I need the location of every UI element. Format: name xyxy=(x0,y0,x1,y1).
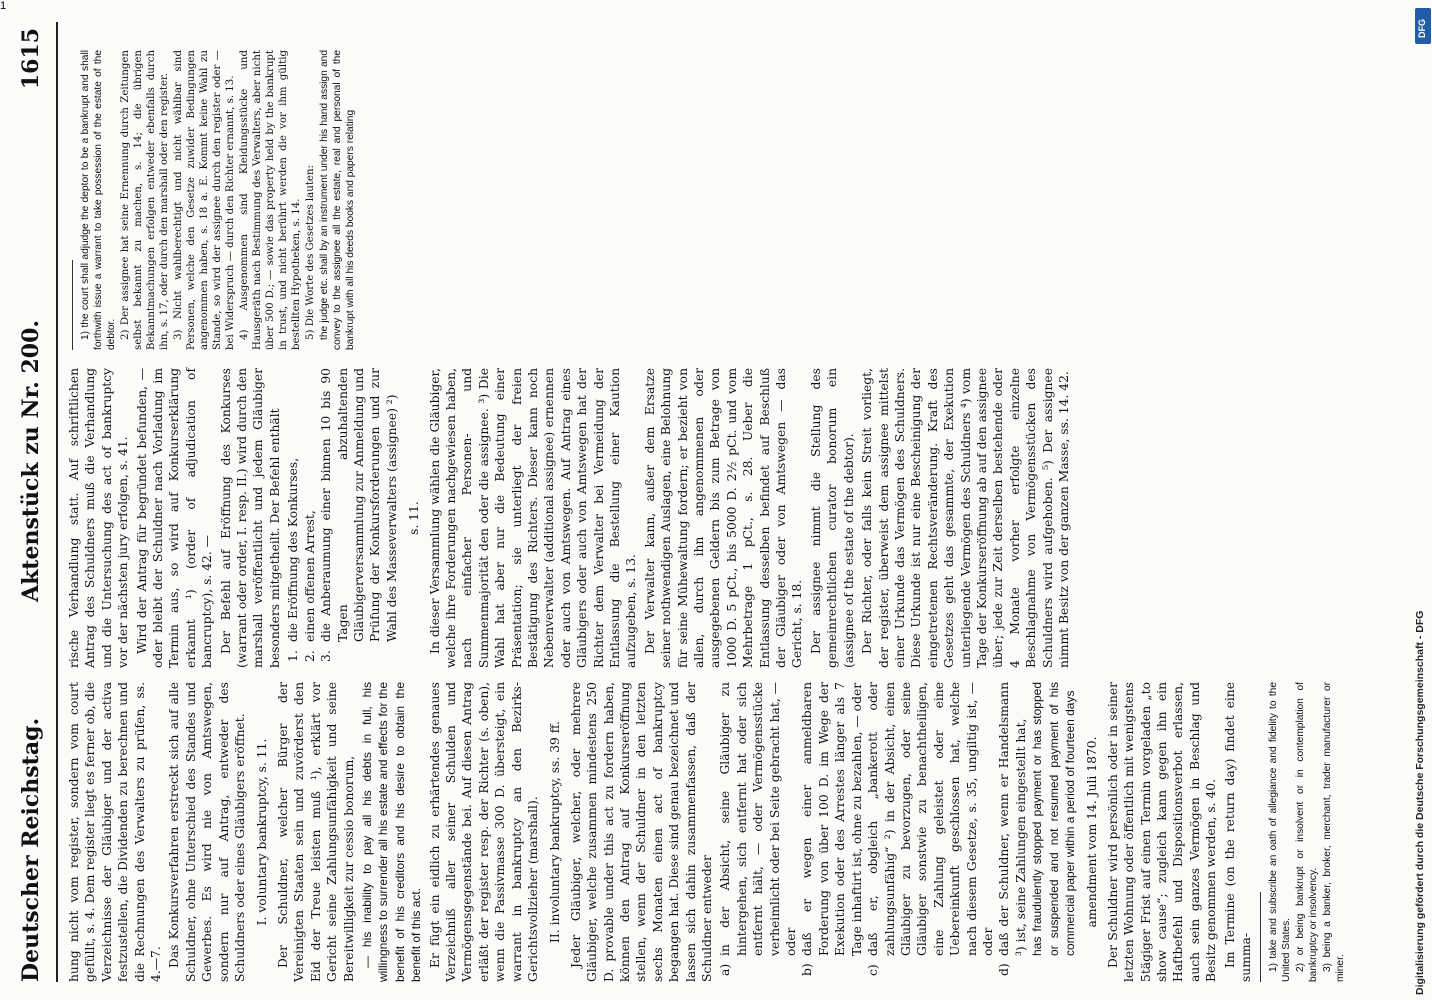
list-marker: c) xyxy=(866,964,881,976)
dfg-logo-text: DFG xyxy=(1417,19,1427,38)
footnote: the judge etc. shall by an instrument under his hand assign and convey to the assignee all the estate, real and personal of the bankrupt with all his deeds books and papers relating xyxy=(319,50,356,350)
section-heading: s. 11. xyxy=(407,501,422,535)
list-item xyxy=(285,368,301,668)
footnote: 2) or being bankrupt or insolvent or in contemplation of bankruptcy or insolvency. xyxy=(1295,682,1320,982)
list-text: die Anberaumung einer binnen 10 bis 90 Tagen abzuhaltenden Gläubigerversammlung zur Anmeldung und Prüfung der Konkursforderungen und zur Wahl des Masseverwalters (assignee) ²) xyxy=(319,368,399,642)
list-item xyxy=(318,368,400,668)
list-item xyxy=(717,682,799,982)
corner-mark: 1 xyxy=(0,0,7,12)
list-text: in der Absicht, seine Gläubiger zu hintergehen, sich entfernt hat oder sich entfernt hält, — oder Vermögensstücke verheimlicht oder bei Seite gebracht hat, — oder xyxy=(718,682,799,956)
text-column-middle xyxy=(66,368,1074,668)
english-quote: has fraudulently stopped payment or has stopped or suspended and not resumed payment of his commercial paper within a period of fourteen days xyxy=(1030,682,1077,956)
paragraph: rische Verhandlung statt. Auf schriftlichen Antrag des Schuldners muß die Verhandlung und die Untersuchung des act of bankruptcy vor der nächsten jury erfolgen, s. 41. xyxy=(67,368,131,668)
header-publication: Deutscher Reichstag. xyxy=(18,717,44,982)
paragraph: Der Verwalter kann, außer dem Ersatze seiner nothwendigen Auslagen, eine Belohnung für seine Mühewaltung fordern; er bezieht von allen, durch ihn angenommenen oder ausgegebenen Geldern bis zum Betrage von 1000 D. 5 pCt., bis 5000 D. 2½ pCt. und vom Mehrbetrage 1 pCt., s. 28. Ueber die Entlassung desselben befindet auf Beschluß der Gläubiger oder von Amtswegen — das Gericht, s. 18. xyxy=(642,368,805,668)
footnote: 4) Ausgenommen sind Kleidungsstücke und Hausgeräth nach Bestimmung des Verwalters, aber nicht über 500 D.; — sowie das property held by the bankrupt in trust, und nicht berührt werden die vor ihm gültig bestellten Hypotheken, s. 14. xyxy=(239,50,302,350)
paragraph: In dieser Versammlung wählen die Gläubiger, welche ihre Forderungen nachgewiesen haben, nach einfacher Personen- und Summenmajorität den oder die assignee. ³) Die Wahl hat aber nur die Bedeutung einer Präsentation; sie unterliegt der freien Bestätigung des Richters. Dieser kann noch Nebenverwalter (additional assignee) ernennen oder auch von Amtswegen. Auf Antrag eines Gläubigers oder auch von Amtswegen hat der Richter dem Verwalter bei Vermeidung der Entlassung die Bestellung einer Kaution aufzugeben, s. 13. xyxy=(427,368,639,668)
paragraph: Er fügt ein eidlich zu erhärtendes genaues Verzeichniß aller seiner Schulden und Vermögensgegenstände bei. Auf diesen Antrag erläßt der register resp. der Richter (s. oben), wenn die Passivmasse 300 D. übersteigt, ein warrant in bankruptcy an den Bezirks-Gerichtsvollzieher (marshall). xyxy=(427,682,540,982)
list-item xyxy=(799,682,865,982)
list-text: daß er, obgleich „bankerott oder zahlungsunfähig“ ²) in der Absicht, einen Gläubiger zu bevorzugen, oder seine Gläubiger sonstwie zu benachtheiligen, eine Zahlung geleistet oder eine Uebereinkunft geschlossen hat, welche nach diesem Gesetze, s. 35, ungiltig ist, — oder xyxy=(866,682,995,956)
english-quote: — his inability to pay all his debts in full, his willingness to surrender all his estate and effects for the benefit of his creditors and his desire to obtain the benefit of this act. xyxy=(359,682,424,982)
list-marker: 1. xyxy=(286,650,301,662)
list-text: daß der Schuldner, wenn er Handelsmann ³) ist, seine Zahlungen eingestellt hat, xyxy=(997,682,1028,956)
list-item xyxy=(996,682,1029,982)
footnote: 3) Nicht wahlberechtigt und nicht wählbar sind Personen, welche den Gesetze zuwider Bedingungen angenommen haben, s. 18 a. E. Kommt keine Wahl zu Stande, so wird der assignee durch den register oder — bei Widerspruch — durch den Richter ernannt, s. 13. xyxy=(173,50,236,350)
footnote: 1) take and subscribe an oath of allegiance and fidelity to the United States. xyxy=(1268,682,1293,982)
paragraph: Der Schuldner wird persönlich oder in seiner letzten Wohnung oder öffentlich mit wenigstens 5tägiger Frist auf einen Termin vorgeladen „to show cause“; zugleich kann gegen ihn ein Haftbefehl und Dispositionsverbot erlassen, auch sein ganzes Vermögen in Beschlag und Besitz genommen werden, s. 40. xyxy=(1105,682,1219,982)
digitization-credit: Digitalisierung gefördert durch die Deutsche Forschungsgemeinschaft - DFG xyxy=(1414,610,1426,995)
list-text: einen offenen Arrest, xyxy=(302,510,317,642)
footnote: 2) Der assignee hat seine Ernennung durch Zeitungen selbst bekannt zu machen, s. 14; die übrigen Bekanntmachungen erfolgen entweder ebenfalls durch ihn, s. 17, oder durch den marshall oder den register. xyxy=(120,50,170,350)
footnote: 3) being a banker, broker, merchant, trader manufacturer or miner. xyxy=(1322,682,1347,982)
header-page-number: 1615 xyxy=(18,28,44,90)
header-document-ref: Aktenstück zu Nr. 200. xyxy=(18,319,44,602)
footnote-divider xyxy=(1260,892,1261,982)
page-header xyxy=(8,22,58,982)
footnote: 5) Die Worte des Gesetzes lauten: xyxy=(305,165,316,340)
list-marker: 2. xyxy=(302,650,317,662)
amendment-note: amendment vom 14. Juli 1870. xyxy=(1085,736,1100,928)
paragraph: Der Befehl auf Eröffnung des Konkurses (warrant oder order, I. resp. II.) wird durch den marshall veröffentlicht und jedem Gläubiger besonders mitgetheilt. Der Befehl enthält xyxy=(218,368,282,668)
paragraph: Im Termine (on the return day) findet eine summa- xyxy=(1222,682,1254,982)
list-marker: b) xyxy=(800,963,815,976)
paragraph: Jeder Gläubiger, welcher, oder mehrere Gläubiger, welche zusammen mindestens 250 D. provable under this act zu fordern haben, können den Antrag auf Konkurseröffnung stellen, wenn der Schuldner in den letzten sechs Monaten einen act of bankruptcy begangen hat. Diese sind genau bezeichnet und lassen sich dahin zusammenfassen, daß der Schuldner entweder xyxy=(568,682,715,982)
list-marker: a) xyxy=(718,963,733,976)
section-heading: II. involuntary bankruptcy, ss. 39 ff. xyxy=(548,721,563,943)
text-column-left xyxy=(66,682,1348,982)
list-text: die Eröffnung des Konkurses, xyxy=(286,457,301,642)
paragraph: hung nicht vom register, sondern vom court gefüllt, s. 4. Dem register liegt es ferner ob, die Verzeichnisse der Gläubiger und der activa festzustellen, die Dividenden zu berechnen und die Rechnungen des Verwalters zu prüfen, ss. 4.—7. xyxy=(67,682,164,982)
dfg-logo xyxy=(1415,8,1431,44)
paragraph: Der assignee nimmt die Stellung des gemeinrechtlichen curator bonorum ein (assignee of the estate of the debtor). xyxy=(808,368,856,668)
paragraph: Der Schuldner, welcher Bürger der Vereinigten Staaten sein und zuvörderst den Eid der Treue leisten muß ¹), erklärt vor Gericht seine Zahlungsunfähigkeit und seine Bereitwilligkeit zur cessio bonorum, xyxy=(275,682,356,982)
section-heading: I. voluntary bankruptcy, s. 11. xyxy=(255,738,270,926)
footnote-column-right xyxy=(66,50,358,350)
footnote-divider xyxy=(72,260,73,350)
footnote: 1) the court shall adjudge the deptor to be a bankrupt and shall forthwith issue a warrant to take possession of the estate of the debtor. xyxy=(80,50,117,350)
list-item xyxy=(865,682,996,982)
list-text: daß er wegen einer anmeldbaren Forderung von über 100 D. im Wege der Exekution oder des Arrestes länger als 7 Tage inhaftirt ist, ohne zu bezahlen, — oder xyxy=(800,682,864,956)
list-marker: 3. xyxy=(319,650,334,662)
paragraph: Der Richter, oder falls kein Streit vorliegt, der register, überweist dem assignee mittelst einer Urkunde das Vermögen des Schuldners. Diese Urkunde ist nur eine Bescheinigung der eingetretenen Rechtsveränderung. Kraft des Gesetzes geht das gesammte, der Exekution unterliegende Vermögen des Schuldners ⁴) vom Tage der Konkurseröffnung ab auf den assignee über; jede zur Zeit derselben bestehende oder 4 Monate vorher erfolgte einzelne Beschlagnahme von Vermögensstücken des Schuldners wird aufgehoben. ⁵) Der assignee nimmt Besitz von der ganzen Masse, ss. 14. 42. xyxy=(860,368,1071,668)
list-marker: d) xyxy=(997,963,1012,976)
paragraph: Wird der Antrag für begründet befunden, — oder bleibt der Schuldner nach Vorladung im Termin aus, so wird auf Konkurserklärung erkannt ¹) (order of adjudication of bancruptcy), s. 42. — xyxy=(134,368,215,668)
paragraph: Das Konkursverfahren erstreckt sich auf alle Schuldner, ohne Unterschied des Standes und Gewerbes. Es wird nie von Amtswegen, sondern nur auf Antrag, entweder des Schuldners oder eines Gläubigers eröffnet. xyxy=(167,682,248,982)
list-item xyxy=(302,368,318,668)
